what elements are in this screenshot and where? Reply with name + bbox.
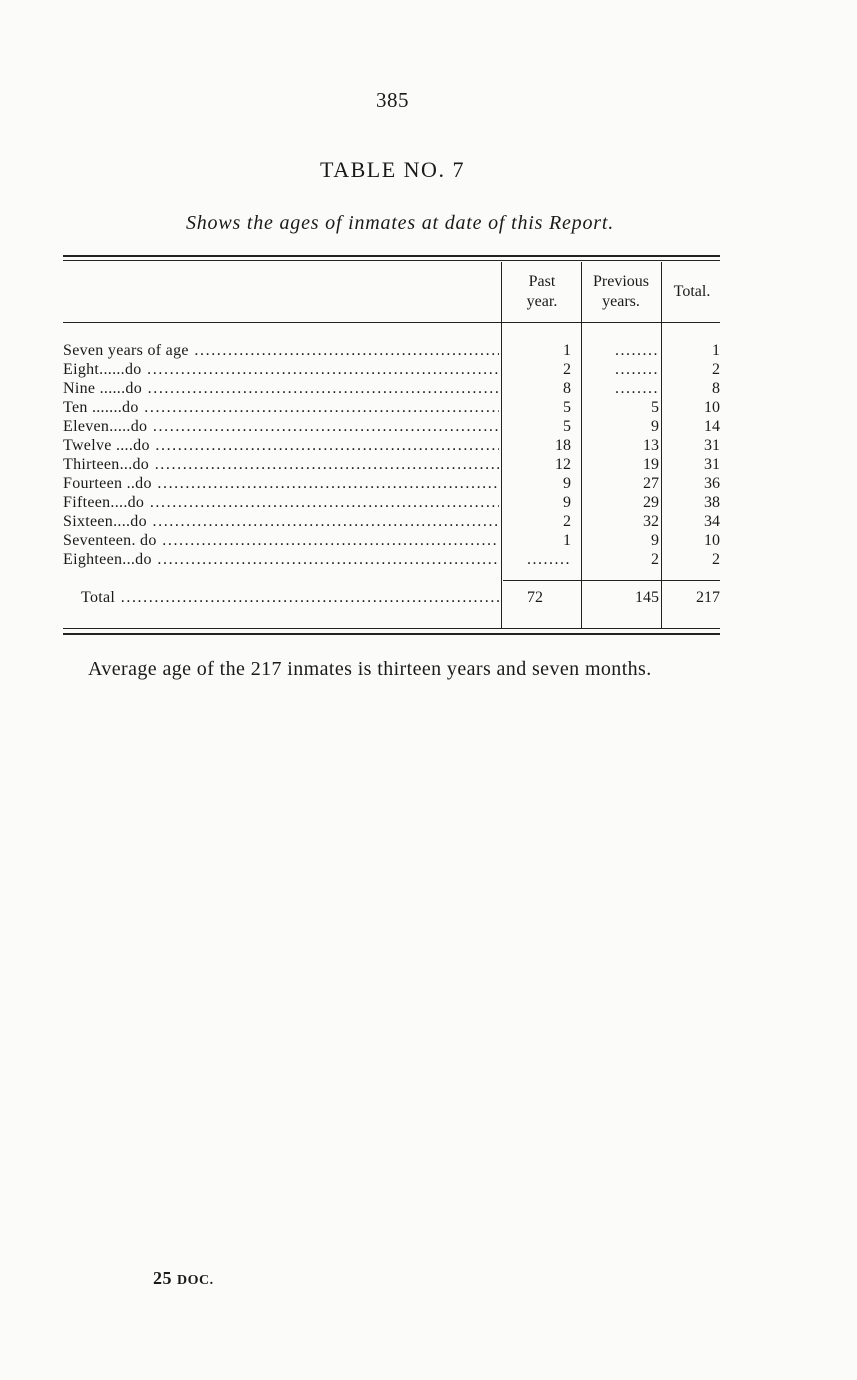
row-previous-years: 13 — [643, 437, 659, 454]
row-total: 8 — [712, 380, 720, 397]
row-past-year: ........ — [527, 551, 571, 568]
total-past: 72 — [527, 589, 543, 606]
table-row — [63, 342, 723, 361]
row-previous-years: ........ — [615, 380, 659, 397]
table-caption: Shows the ages of inmates at date of this Report. — [185, 212, 615, 234]
row-label: Seven years of age ..... — [63, 342, 499, 360]
row-label: Thirteen...do ..... — [63, 456, 499, 474]
average-paragraph: Average age of the 217 inmates is thirteen years and seven months. — [88, 658, 652, 680]
row-previous-years: 9 — [651, 418, 659, 435]
row-total: 14 — [704, 418, 720, 435]
footer-suffix: DOC. — [177, 1273, 214, 1288]
row-total: 31 — [704, 437, 720, 454]
table-row — [63, 399, 723, 418]
total-total: 217 — [696, 589, 720, 606]
table-top-rule-inner — [63, 260, 720, 261]
row-label: Eight......do ..... — [63, 361, 499, 379]
table-row — [63, 513, 723, 532]
table-row — [63, 361, 723, 380]
footer-number: 25 — [153, 1268, 172, 1288]
table-row — [63, 418, 723, 437]
row-previous-years: 29 — [643, 494, 659, 511]
row-total: 10 — [704, 399, 720, 416]
row-previous-years: 5 — [651, 399, 659, 416]
table-row — [63, 380, 723, 399]
row-past-year: 9 — [563, 494, 571, 511]
row-previous-years: 2 — [651, 551, 659, 568]
page-number: 385 — [376, 88, 409, 112]
row-past-year: 2 — [563, 513, 571, 530]
row-label: Fourteen ..do ..... — [63, 475, 499, 493]
row-label: Nine ......do ..... — [63, 380, 499, 398]
row-total: 34 — [704, 513, 720, 530]
header-bottom-rule — [63, 322, 720, 323]
table-row — [63, 456, 723, 475]
row-label: Ten .......do ..... — [63, 399, 499, 417]
table-row — [63, 475, 723, 494]
table-row — [63, 494, 723, 513]
total-separator-rule — [503, 580, 720, 581]
header-past-year — [503, 272, 581, 312]
header-past-line2: year. — [526, 293, 558, 310]
row-past-year: 9 — [563, 475, 571, 492]
table-title: TABLE NO. 7 — [320, 157, 465, 182]
header-previous-years — [581, 272, 661, 312]
header-past-line1: Past — [528, 273, 556, 290]
row-past-year: 18 — [555, 437, 571, 454]
row-past-year: 2 — [563, 361, 571, 378]
row-label: Seventeen. do ..... — [63, 532, 499, 550]
table-row — [63, 532, 723, 551]
row-previous-years: 9 — [651, 532, 659, 549]
table-top-rule — [63, 255, 720, 257]
row-total: 31 — [704, 456, 720, 473]
row-previous-years: 19 — [643, 456, 659, 473]
row-past-year: 1 — [563, 532, 571, 549]
row-label: Sixteen....do ..... — [63, 513, 499, 531]
row-past-year: 5 — [563, 399, 571, 416]
row-past-year: 1 — [563, 342, 571, 359]
total-label: Total ..... — [81, 589, 499, 607]
row-total: 36 — [704, 475, 720, 492]
header-previous-line1: Previous — [593, 273, 649, 290]
table-bottom-rule-outer — [63, 633, 720, 635]
row-total: 1 — [712, 342, 720, 359]
row-label: Fifteen....do ..... — [63, 494, 499, 512]
table-bottom-rule — [63, 628, 720, 629]
row-total: 10 — [704, 532, 720, 549]
table-row — [63, 551, 723, 570]
row-previous-years: ........ — [615, 342, 659, 359]
header-total: Total. — [673, 283, 711, 300]
footer-mark — [153, 1268, 214, 1289]
row-past-year: 5 — [563, 418, 571, 435]
row-past-year: 12 — [555, 456, 571, 473]
row-past-year: 8 — [563, 380, 571, 397]
row-label: Twelve ....do ..... — [63, 437, 499, 455]
header-previous-line2: years. — [602, 293, 640, 310]
row-label: Eighteen...do ..... — [63, 551, 499, 569]
row-previous-years: 32 — [643, 513, 659, 530]
row-total: 2 — [712, 551, 720, 568]
row-total: 2 — [712, 361, 720, 378]
row-previous-years: 27 — [643, 475, 659, 492]
total-row — [63, 589, 723, 608]
row-previous-years: ........ — [615, 361, 659, 378]
total-previous: 145 — [635, 589, 659, 606]
table-row — [63, 437, 723, 456]
row-total: 38 — [704, 494, 720, 511]
row-label: Eleven.....do ..... — [63, 418, 499, 436]
